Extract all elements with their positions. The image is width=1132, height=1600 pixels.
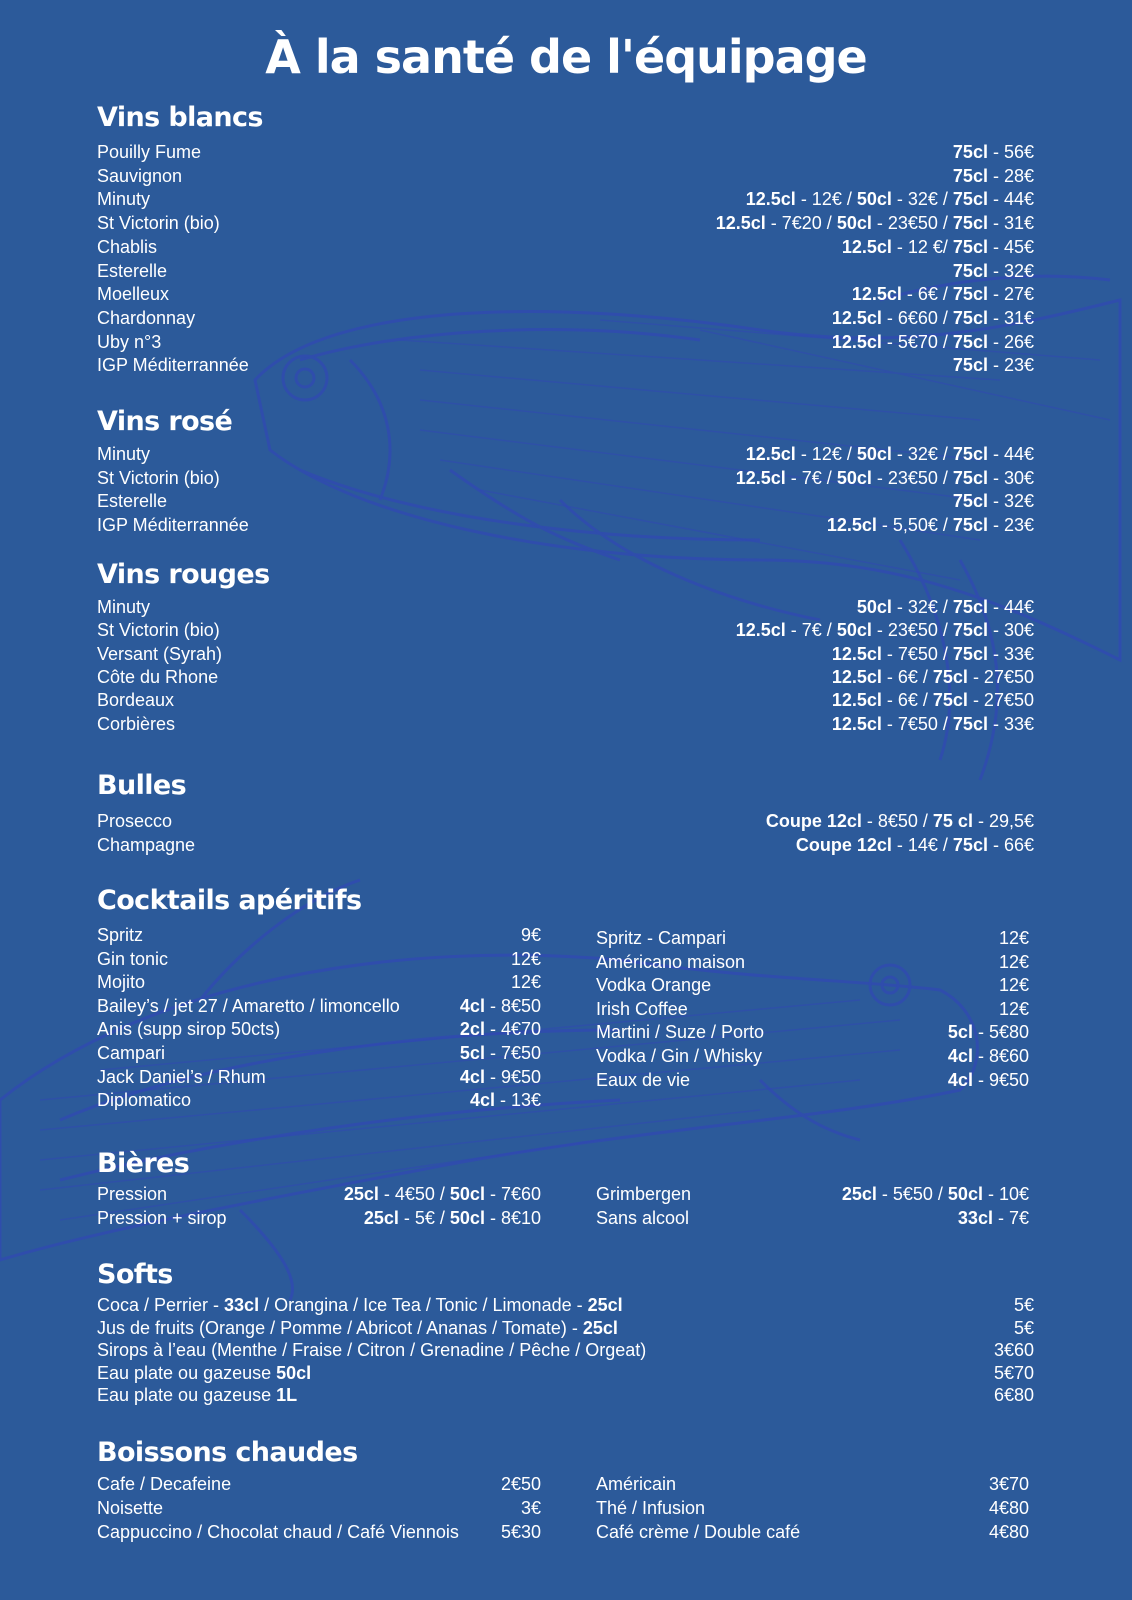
item-price: 12€ <box>998 928 1029 948</box>
menu-item <box>97 1019 541 1039</box>
item-price: 75cl - 56€ <box>952 142 1034 162</box>
item-price: 75cl - 32€ <box>952 491 1034 512</box>
item-name: St Victorin (bio) <box>97 213 220 234</box>
item-name: Campari <box>97 1043 166 1063</box>
section-title-bulles: Bulles <box>97 770 187 801</box>
item-name: Esterelle <box>97 491 168 512</box>
item-name: Cappuccino / Chocolat chaud / Café Viennois <box>97 1522 459 1542</box>
item-name: Eaux de vie <box>596 1069 691 1090</box>
menu-item <box>97 1208 541 1228</box>
item-price: 4€80 <box>988 1522 1029 1542</box>
item-price: 9€ <box>520 925 541 945</box>
item-name: St Victorin (bio) <box>97 467 220 488</box>
item-price: 75cl - 28€ <box>952 165 1034 186</box>
item-name: Jack Daniel’s / Rhum <box>97 1066 266 1087</box>
menu-item <box>97 811 1034 831</box>
item-price: 12.5cl - 7€ / 50cl - 23€50 / 75cl - 30€ <box>735 620 1034 641</box>
item-price: 4cl - 8€60 <box>947 1046 1029 1066</box>
item-price: 12€ <box>510 972 541 993</box>
item-name: Pouilly Fume <box>97 142 202 162</box>
menu-item <box>97 1522 541 1542</box>
menu-item <box>97 1295 1034 1315</box>
item-price: 3€70 <box>988 1474 1029 1494</box>
item-name: Chardonnay <box>97 307 196 328</box>
item-price: 3€60 <box>993 1340 1034 1360</box>
item-price: 4cl - 9€50 <box>459 1066 541 1087</box>
item-name: Sirops à l’eau (Menthe / Fraise / Citron / Grenadine / Pêche / Orgeat) <box>97 1340 647 1360</box>
menu-item <box>97 644 1034 664</box>
item-price: 6€80 <box>993 1385 1034 1405</box>
item-price: 4€80 <box>988 1498 1029 1518</box>
item-price: 12.5cl - 5€70 / 75cl - 26€ <box>831 331 1034 352</box>
item-price: 12.5cl - 7€20 / 50cl - 23€50 / 75cl - 31€ <box>715 213 1034 234</box>
menu-item <box>97 213 1034 233</box>
section-title-bieres: Bières <box>97 1148 190 1179</box>
item-price: 12.5cl - 6€ / 75cl - 27€50 <box>831 690 1034 711</box>
item-name: Moelleux <box>97 284 170 305</box>
item-name: Vodka Orange <box>596 975 712 996</box>
menu-item <box>596 1522 1029 1542</box>
menu-item <box>596 1184 1029 1204</box>
item-price: 25cl - 5€50 / 50cl - 10€ <box>841 1184 1029 1204</box>
item-price: 75cl - 23€ <box>952 355 1034 376</box>
item-price: Coupe 12cl - 14€ / 75cl - 66€ <box>795 834 1034 855</box>
item-name: Eau plate ou gazeuse 1L <box>97 1385 298 1405</box>
menu-item <box>97 468 1034 488</box>
item-name: Américano maison <box>596 951 746 972</box>
item-name: Prosecco <box>97 811 173 831</box>
item-price: 4cl - 13€ <box>469 1090 541 1111</box>
menu-item <box>97 597 1034 617</box>
menu-item <box>97 1363 1034 1383</box>
menu-item <box>97 1385 1034 1405</box>
item-name: Pression <box>97 1184 168 1204</box>
item-name: Cafe / Decafeine <box>97 1474 232 1494</box>
section-title-vins_blancs: Vins blancs <box>97 102 263 133</box>
menu-item <box>97 166 1034 186</box>
menu-item <box>97 690 1034 710</box>
section-title-cocktails: Cocktails apéritifs <box>97 885 362 916</box>
item-name: IGP Méditerrannée <box>97 355 249 376</box>
item-name: St Victorin (bio) <box>97 620 220 641</box>
item-price: 5€70 <box>993 1362 1034 1383</box>
item-price: 12.5cl - 7€50 / 75cl - 33€ <box>831 643 1034 664</box>
menu-item <box>596 975 1029 995</box>
item-price: 12€ <box>510 948 541 969</box>
item-price: 5€ <box>1013 1295 1034 1315</box>
item-name: Uby n°3 <box>97 331 162 352</box>
menu-item <box>97 444 1034 464</box>
item-price: 12.5cl - 7€50 / 75cl - 33€ <box>831 713 1034 734</box>
item-name: Bordeaux <box>97 690 175 711</box>
item-price: 2cl - 4€70 <box>459 1019 541 1040</box>
item-price: 75cl - 32€ <box>952 260 1034 281</box>
item-name: Café crème / Double café <box>596 1522 801 1542</box>
item-name: Minuty <box>97 597 151 617</box>
menu-item <box>596 1474 1029 1494</box>
item-price: 12.5cl - 6€ / 75cl - 27€50 <box>831 666 1034 687</box>
item-name: Chablis <box>97 236 158 257</box>
menu-item <box>97 142 1034 162</box>
item-name: Esterelle <box>97 260 168 281</box>
menu-item <box>596 999 1029 1019</box>
item-price: 5cl - 5€80 <box>947 1022 1029 1043</box>
menu-item <box>97 515 1034 535</box>
item-name: Bailey’s / jet 27 / Amaretto / limoncello <box>97 995 400 1016</box>
item-price: 2€50 <box>500 1474 541 1494</box>
item-name: Irish Coffee <box>596 998 688 1019</box>
item-price: Coupe 12cl - 8€50 / 75 cl - 29,5€ <box>765 811 1034 831</box>
item-name: Spritz <box>97 925 144 945</box>
menu-item <box>97 355 1034 375</box>
item-name: Anis (supp sirop 50cts) <box>97 1019 281 1040</box>
item-name: Spritz - Campari <box>596 928 727 948</box>
item-price: 12.5cl - 12€ / 50cl - 32€ / 75cl - 44€ <box>745 189 1034 210</box>
menu-item <box>97 237 1034 257</box>
menu-item <box>97 835 1034 855</box>
section-title-softs: Softs <box>97 1259 173 1290</box>
menu-item <box>97 667 1034 687</box>
menu-item <box>97 1090 541 1110</box>
item-name: Grimbergen <box>596 1184 692 1204</box>
item-name: Coca / Perrier - 33cl / Orangina / Ice Tea / Tonic / Limonade - 25cl <box>97 1295 623 1315</box>
menu-item <box>97 308 1034 328</box>
item-name: Sans alcool <box>596 1208 690 1228</box>
item-price: 12.5cl - 5,50€ / 75cl - 23€ <box>826 515 1034 536</box>
item-name: Eau plate ou gazeuse 50cl <box>97 1362 312 1383</box>
item-price: 12€ <box>998 951 1029 972</box>
menu-item <box>97 1043 541 1063</box>
item-name: Côte du Rhone <box>97 666 219 687</box>
menu-item <box>97 1184 541 1204</box>
section-title-vins_rose: Vins rosé <box>97 406 233 437</box>
menu-item <box>596 1022 1029 1042</box>
item-price: 12.5cl - 12€ / 50cl - 32€ / 75cl - 44€ <box>745 444 1034 464</box>
menu-item <box>97 491 1034 511</box>
menu-item <box>97 714 1034 734</box>
item-name: Sauvignon <box>97 165 183 186</box>
menu-item <box>97 189 1034 209</box>
item-price: 12€ <box>998 998 1029 1019</box>
page-title: À la santé de l'équipage <box>265 30 867 84</box>
item-price: 4cl - 8€50 <box>459 995 541 1016</box>
item-name: Vodka / Gin / Whisky <box>596 1046 763 1066</box>
item-price: 12.5cl - 6€60 / 75cl - 31€ <box>831 307 1034 328</box>
section-title-vins_rouges: Vins rouges <box>97 559 270 590</box>
menu-item <box>97 1474 541 1494</box>
menu-item <box>596 1046 1029 1066</box>
item-price: 25cl - 5€ / 50cl - 8€10 <box>363 1208 541 1228</box>
item-name: Corbières <box>97 713 176 734</box>
item-price: 12€ <box>998 975 1029 996</box>
item-price: 12.5cl - 12 €/ 75cl - 45€ <box>841 236 1034 257</box>
section-title-boissons_chaudes: Boissons chaudes <box>97 1437 358 1468</box>
item-name: Jus de fruits (Orange / Pomme / Abricot / Ananas / Tomate) - 25cl <box>97 1317 618 1338</box>
item-name: Martini / Suze / Porto <box>596 1022 765 1043</box>
item-name: IGP Méditerrannée <box>97 515 249 536</box>
menu-item <box>97 925 541 945</box>
menu-item <box>97 996 541 1016</box>
menu-item <box>97 1340 1034 1360</box>
menu-item <box>97 1498 541 1518</box>
item-name: Gin tonic <box>97 948 169 969</box>
item-price: 33cl - 7€ <box>957 1208 1029 1228</box>
item-name: Minuty <box>97 444 151 464</box>
item-name: Mojito <box>97 972 146 993</box>
item-price: 50cl - 32€ / 75cl - 44€ <box>856 597 1034 617</box>
item-price: 12.5cl - 6€ / 75cl - 27€ <box>851 284 1034 305</box>
item-price: 25cl - 4€50 / 50cl - 7€60 <box>343 1184 541 1204</box>
item-name: Minuty <box>97 189 151 210</box>
item-price: 5cl - 7€50 <box>459 1043 541 1063</box>
menu-item <box>596 1498 1029 1518</box>
item-name: Américain <box>596 1474 677 1494</box>
item-name: Diplomatico <box>97 1090 192 1111</box>
menu-item <box>596 1208 1029 1228</box>
item-price: 5€30 <box>500 1522 541 1542</box>
menu-item <box>596 928 1029 948</box>
menu-item <box>596 1070 1029 1090</box>
menu-item <box>97 949 541 969</box>
menu-item <box>97 972 541 992</box>
item-name: Champagne <box>97 834 196 855</box>
menu-item <box>97 1318 1034 1338</box>
item-price: 3€ <box>520 1498 541 1518</box>
item-price: 4cl - 9€50 <box>947 1069 1029 1090</box>
item-price: 12.5cl - 7€ / 50cl - 23€50 / 75cl - 30€ <box>735 467 1034 488</box>
menu-item <box>596 952 1029 972</box>
menu-item <box>97 284 1034 304</box>
menu-item <box>97 332 1034 352</box>
item-name: Pression + sirop <box>97 1208 227 1228</box>
menu-item <box>97 1067 541 1087</box>
menu-item <box>97 620 1034 640</box>
item-price: 5€ <box>1013 1317 1034 1338</box>
item-name: Thé / Infusion <box>596 1498 706 1518</box>
item-name: Noisette <box>97 1498 164 1518</box>
item-name: Versant (Syrah) <box>97 643 223 664</box>
menu-item <box>97 261 1034 281</box>
